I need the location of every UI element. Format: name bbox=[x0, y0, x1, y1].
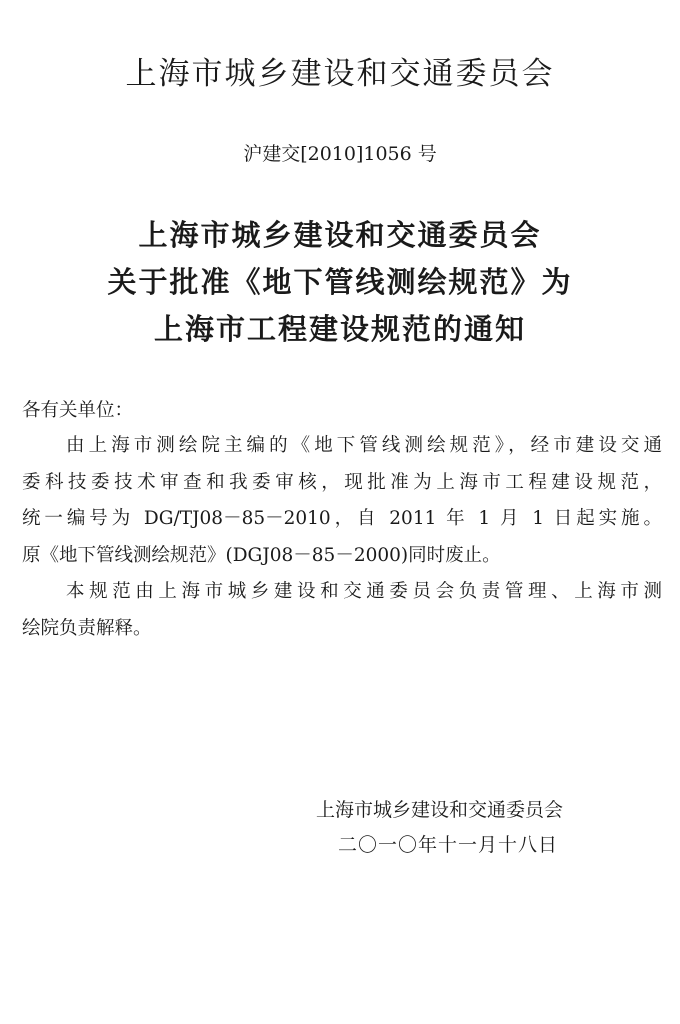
notice-body bbox=[22, 428, 662, 647]
salutation: 各有关单位： bbox=[22, 400, 134, 421]
document-title bbox=[0, 212, 680, 353]
title-line-3: 上海市工程建设规范的通知 bbox=[153, 312, 526, 346]
issuer-heading: 上海市城乡建设和交通委员会 bbox=[125, 56, 555, 92]
body-line-1: 由上海市测绘院主编的《地下管线测绘规范》，经市建设交通 bbox=[66, 435, 662, 456]
body-line-4: 原《地下管线测绘规范》(DGJ08－85－2000)同时废止。 bbox=[22, 544, 501, 566]
body-line-5: 本规范由上海市城乡建设和交通委员会负责管理、上海市测 bbox=[66, 581, 662, 602]
signature-organization: 上海市城乡建设和交通委员会 bbox=[316, 799, 564, 821]
document-number: 沪建交[2010]1056 号 bbox=[243, 143, 437, 165]
body-line-3: 统一编号为 DG/TJ08－85－2010，自 2011 年 1 月 1 日起实施。 bbox=[22, 508, 662, 529]
title-line-2: 关于批准《地下管线测绘规范》为 bbox=[107, 265, 573, 299]
title-line-1: 上海市城乡建设和交通委员会 bbox=[138, 218, 542, 252]
signature-date: 二〇一〇年十一月十八日 bbox=[338, 834, 559, 856]
body-line-2: 委科技委技术审查和我委审核，现批准为上海市工程建设规范， bbox=[22, 471, 662, 493]
body-line-6: 绘院负责解释。 bbox=[22, 617, 152, 639]
